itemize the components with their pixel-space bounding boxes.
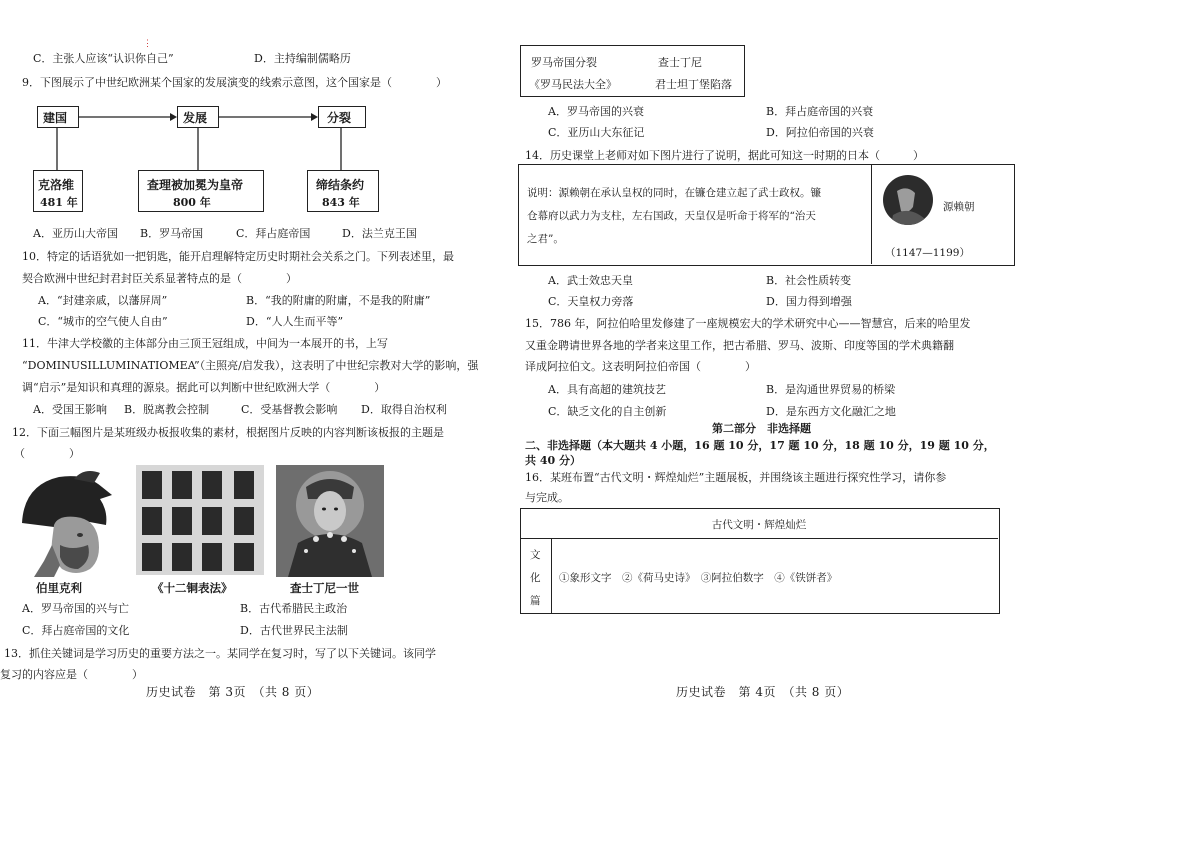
caption-justinian: 查士丁尼一世 (290, 581, 359, 595)
pericles-bust-image (14, 465, 124, 577)
q11-option-a: A．受国王影响 (33, 403, 107, 416)
q10-option-b: B．“我的附庸的附庸，不是我的附庸” (246, 294, 431, 307)
event-name: 克洛维 (38, 178, 75, 192)
part2-line2: 共 40 分） (525, 454, 581, 467)
q12-option-c: C．拜占庭帝国的文化 (22, 624, 130, 637)
q14-stem: 14．历史课堂上老师对如下图片进行了说明，据此可知这一时期的日本（ ） (525, 149, 924, 162)
q10-line2: 契合欧洲中世纪封君封臣关系显著特点的是（ ） (22, 272, 297, 285)
q12-line2: （ ） (14, 447, 80, 460)
q14-option-a: A．武士效忠天皇 (548, 274, 633, 287)
event-year: 843 年 (322, 196, 360, 209)
table-column-rule (551, 538, 552, 613)
q15-option-a: A．具有高超的建筑技艺 (548, 383, 666, 396)
q9-stem: 9．下图展示了中世纪欧洲某个国家的发展演变的线索示意图，这个国家是（ ） (22, 76, 447, 89)
portrait-label: 源赖朝 (943, 201, 975, 213)
table-header-rule (521, 538, 998, 539)
q10-option-a: A．“封建亲戚，以藩屏周” (38, 294, 168, 307)
q11-option-d: D．取得自治权利 (361, 403, 447, 416)
part2-line1: 二、非选择题（本大题共 4 小题，16 题 10 分，17 题 10 分，18 题 10 分，19 题 10 分， (525, 439, 995, 452)
minamoto-portrait-image (883, 175, 933, 225)
q16-line2: 与完成。 (525, 491, 569, 504)
event-box-treaty (307, 170, 379, 212)
q11-line3: 调“启示”是知识和真理的源泉。据此可以判断中世纪欧洲大学（ ） (22, 381, 386, 394)
row-label-char-2: 化 (530, 572, 541, 584)
q10-option-d: D．“人人生而平等” (246, 315, 344, 328)
q11-line2: “DOMINUSILLUMINATIOMEA”（主照亮/启发我），这表明了中世纪宗教对大学的影响，强 (22, 359, 479, 372)
event-box-charlemagne (138, 170, 264, 212)
q11-option-c: C．受基督教会影响 (241, 403, 338, 416)
page-footer-left: 历史试卷 第 3页 （共 8 页） (146, 685, 320, 699)
event-box-clovis (33, 170, 83, 212)
q15-option-d: D．是东西方文化融汇之地 (766, 405, 896, 418)
q10-line1: 10．特定的话语犹如一把钥匙，能开启理解特定历史时期社会关系之门。下列表述里，最 (22, 250, 454, 263)
q8-option-d: D．主持编制儒略历 (254, 52, 351, 65)
keyword-1: 罗马帝国分裂 (531, 56, 597, 69)
part2-title: 第二部分 非选择题 (712, 422, 811, 435)
q15-line2: 又重金聘请世界各地的学者来这里工作，把古希腊、罗马、波斯、印度等国的学术典籍翻 (525, 339, 954, 352)
keyword-3: 《罗马民法大全》 (529, 78, 617, 91)
keyword-box (520, 45, 745, 97)
table-title: 古代文明・辉煌灿烂 (711, 519, 807, 531)
red-mark: ⋮ (143, 39, 152, 49)
q12-option-b: B．古代希腊民主政治 (240, 602, 348, 615)
twelve-tables-image (136, 465, 264, 575)
q11-option-b: B．脱离教会控制 (124, 403, 210, 416)
q15-line1: 15．786 年，阿拉伯哈里发修建了一座规模宏大的学术研究中心——智慧宫，后来的哈里发 (525, 317, 971, 330)
q13-line1: 13．抓住关键词是学习历史的重要方法之一。某同学在复习时，写了以下关键词。该同学 (4, 647, 436, 660)
event-year: 481 年 (40, 196, 78, 209)
q14-note-line1: 说明：源赖朝在承认皇权的同时，在镰仓建立起了武士政权。镰 (527, 187, 821, 199)
q14-box-divider (871, 165, 872, 264)
q13-option-c: C．亚历山大东征记 (548, 126, 645, 139)
q15-option-c: C．缺乏文化的自主创新 (548, 405, 667, 418)
event-year: 800 年 (173, 196, 211, 209)
q14-note-line3: 之君”。 (527, 233, 564, 245)
row-label-char-3: 篇 (530, 595, 541, 607)
q13-option-a: A．罗马帝国的兴衰 (548, 105, 644, 118)
keyword-4: 君士坦丁堡陷落 (655, 78, 732, 91)
stage-box-founding: 建国 (37, 106, 79, 128)
q13-line2: 复习的内容应是（ ） (0, 668, 143, 681)
q15-line3: 译成阿拉伯文。这表明阿拉伯帝国（ ） (525, 360, 756, 373)
keyword-2: 查士丁尼 (658, 56, 702, 69)
q14-note-line2: 仓幕府以武力为支柱，左右国政，天皇仅是听命于将军的“治天 (527, 210, 816, 222)
q14-option-c: C．天皇权力旁落 (548, 295, 634, 308)
q9-option-d: D．法兰克王国 (342, 227, 417, 240)
q11-line1: 11．牛津大学校徽的主体部分由三顶王冠组成，中间为一本展开的书，上写 (22, 337, 388, 350)
caption-twelve-tables: 《十二铜表法》 (152, 581, 233, 595)
q13-option-b: B．拜占庭帝国的兴衰 (766, 105, 874, 118)
q14-material-box (518, 164, 1015, 266)
q9-option-b: B．罗马帝国 (140, 227, 204, 240)
q16-table (520, 508, 1000, 614)
q16-line1: 16．某班布置“古代文明・辉煌灿烂”主题展板，并围绕该主题进行探究性学习，请你参 (525, 471, 947, 484)
q12-option-a: A．罗马帝国的兴与亡 (22, 602, 129, 615)
event-name: 查理被加冕为皇帝 (147, 178, 244, 192)
justinian-mosaic-image (276, 465, 384, 577)
q13-option-d: D．阿拉伯帝国的兴衰 (766, 126, 874, 139)
culture-row-content: ①象形文字 ②《荷马史诗》 ③阿拉伯数字 ④《铁饼者》 (559, 572, 838, 584)
q9-option-a: A．亚历山大帝国 (33, 227, 118, 240)
q8-option-c: C．主张人应该“认识你自己” (33, 52, 174, 65)
page-footer-right: 历史试卷 第 4页 （共 8 页） (676, 685, 850, 699)
event-name: 缔结条约 (316, 178, 365, 192)
q14-option-d: D．国力得到增强 (766, 295, 852, 308)
q15-option-b: B．是沟通世界贸易的桥梁 (766, 383, 896, 396)
stage-box-development: 发展 (177, 106, 219, 128)
q12-option-d: D．古代世界民主法制 (240, 624, 348, 637)
portrait-dates: （1147—1199） (885, 247, 970, 259)
q14-option-b: B．社会性质转变 (766, 274, 852, 287)
q9-option-c: C．拜占庭帝国 (236, 227, 311, 240)
row-label-char-1: 文 (530, 549, 541, 561)
q12-line1: 12．下面三幅图片是某班级办板报收集的素材，根据图片反映的内容判断该板报的主题是 (12, 426, 444, 439)
caption-pericles: 伯里克利 (36, 581, 82, 595)
q10-option-c: C．“城市的空气使人自由” (38, 315, 168, 328)
stage-box-division: 分裂 (318, 106, 366, 128)
